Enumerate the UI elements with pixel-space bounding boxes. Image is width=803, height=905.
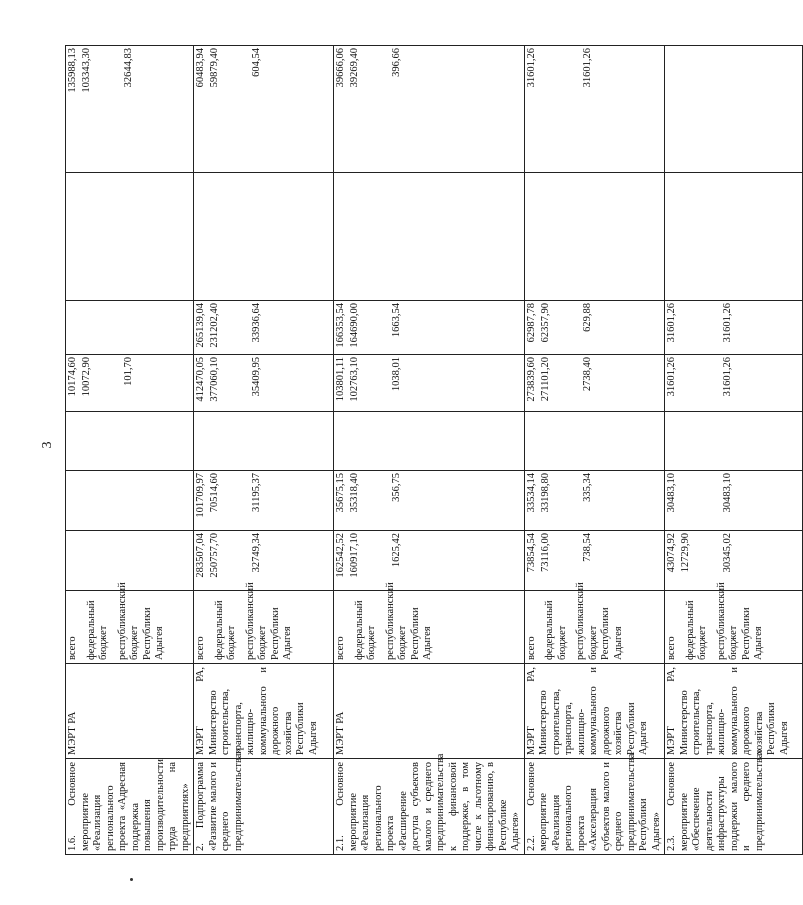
value-amount xyxy=(335,414,349,468)
value-cell xyxy=(524,173,665,301)
value-cell xyxy=(334,173,525,301)
value-amount: 2738,40 xyxy=(581,357,593,392)
funding-source-label: всего xyxy=(525,636,537,660)
executor-cell: МЭРТ РА, Министерство строительства, транспорта, жилищно-коммунального и дорожного хозяйства Республики Адыгея xyxy=(194,664,334,759)
scan-speck xyxy=(130,878,133,881)
value-amount: 166353,54 xyxy=(335,303,346,348)
value-amount xyxy=(666,48,680,171)
funding-source-cell xyxy=(524,582,665,664)
measure-name-cell: 2.2. Основное мероприятие «Реализация регионального проекта «Акселерация субъектов малого и среднего предпринимательства Республики Адыгея» xyxy=(524,759,665,855)
value-amount: 396,66 xyxy=(391,48,402,77)
value-amount xyxy=(209,176,251,299)
table-body xyxy=(66,46,803,855)
executor-cell: МЭРТ РА xyxy=(334,664,525,759)
value-amount: 39666,06 xyxy=(335,48,346,88)
value-amount xyxy=(526,176,540,299)
value-amount: 33198,80 xyxy=(539,473,551,513)
value-cell xyxy=(66,173,194,301)
value-amount xyxy=(540,414,582,468)
value-amount xyxy=(67,473,81,528)
value-amount xyxy=(680,357,722,409)
value-amount: 33534,14 xyxy=(525,473,537,513)
value-amount xyxy=(526,414,540,468)
measure-name-cell: 2. Подпрограмма «Развитие малого и среднего предпринимательства» xyxy=(194,759,334,855)
value-amount: 231202,40 xyxy=(209,303,220,348)
value-amount xyxy=(335,176,349,299)
value-amount: 73116,00 xyxy=(539,533,551,572)
funding-source-label: республиканский бюджет Республики Адыгея xyxy=(715,582,764,660)
value-amount: 102763,10 xyxy=(349,357,360,402)
value-amount: 250757,70 xyxy=(209,533,220,578)
value-amount: 273839,60 xyxy=(525,357,537,402)
value-cell xyxy=(665,471,803,531)
value-amount: 1625,42 xyxy=(391,533,402,568)
value-amount: 10072,90 xyxy=(81,357,92,397)
funding-source-label: федеральный бюджет xyxy=(85,600,109,660)
value-amount: 377060,10 xyxy=(209,357,220,402)
value-amount xyxy=(680,414,722,468)
value-amount: 162542,52 xyxy=(335,533,346,578)
table-row xyxy=(524,46,665,855)
value-cell xyxy=(66,412,194,471)
funding-source-label: республиканский бюджет Республики Адыгея xyxy=(244,582,293,660)
value-amount: 356,75 xyxy=(391,473,402,502)
value-amount: 43074,92 xyxy=(666,533,677,573)
value-amount: 62357,90 xyxy=(539,303,551,343)
funding-source-label: республиканский бюджет Республики Адыгея xyxy=(116,582,165,660)
value-amount: 283507,04 xyxy=(195,533,206,578)
value-amount: 35675,15 xyxy=(335,473,346,513)
value-cell xyxy=(194,173,334,301)
funding-source-cell xyxy=(194,582,334,664)
value-amount: 12729,90 xyxy=(680,533,691,573)
value-amount xyxy=(540,176,582,299)
value-amount xyxy=(81,473,123,528)
value-cell xyxy=(665,173,803,301)
value-cell xyxy=(66,355,194,412)
value-amount xyxy=(195,414,209,468)
value-amount: 30483,10 xyxy=(722,473,733,513)
value-cell xyxy=(665,46,803,174)
value-amount: 629,88 xyxy=(581,303,593,332)
value-amount: 101,70 xyxy=(123,357,134,386)
value-cell xyxy=(524,412,665,471)
table-row xyxy=(194,46,334,855)
value-cell xyxy=(334,531,525,591)
value-cell xyxy=(194,301,334,355)
value-amount xyxy=(195,176,209,299)
value-cell xyxy=(334,412,525,471)
value-amount: 31601,26 xyxy=(722,303,733,343)
table-row xyxy=(334,46,525,855)
value-amount: 31601,26 xyxy=(722,357,733,397)
value-amount: 30345,02 xyxy=(722,533,733,573)
value-cell xyxy=(194,531,334,591)
value-amount: 31601,26 xyxy=(525,48,537,88)
value-amount xyxy=(67,533,81,588)
funding-source-label: федеральный бюджет xyxy=(353,600,377,660)
value-amount xyxy=(349,176,391,299)
value-amount xyxy=(680,48,722,171)
value-amount: 335,34 xyxy=(581,473,593,502)
value-amount: 31601,26 xyxy=(666,357,677,397)
value-cell xyxy=(334,301,525,355)
value-amount: 31601,26 xyxy=(666,303,677,343)
value-amount: 135988,13 xyxy=(67,48,78,93)
value-amount: 103801,11 xyxy=(335,357,346,402)
value-amount: 1663,54 xyxy=(391,303,402,338)
funding-source-label: республиканский бюджет Республики Адыгея xyxy=(384,582,433,660)
value-amount xyxy=(680,473,722,528)
measure-name-cell: 2.3. Основное мероприятие «Обеспечение деятельности инфраструктуры поддержки малого и среднего предпринимательства» xyxy=(665,759,803,855)
value-amount xyxy=(67,176,81,299)
measure-name-cell: 2.1. Основное мероприятие «Реализация регионального проекта «Расширение доступа субъектов малого и среднего предпринимательства к финансовой поддержке, в том числе к льготному финансированию, в Республике Адыгея» xyxy=(334,759,525,855)
value-amount: 59879,40 xyxy=(209,48,220,88)
table-row xyxy=(66,46,194,855)
value-cell xyxy=(665,412,803,471)
value-amount: 35318,40 xyxy=(349,473,360,513)
value-amount xyxy=(540,48,582,171)
value-amount: 73854,54 xyxy=(525,533,537,573)
value-cell xyxy=(524,531,665,591)
funding-source-label: всего xyxy=(335,636,346,660)
value-amount xyxy=(349,414,391,468)
value-amount xyxy=(67,414,81,468)
value-cell xyxy=(524,355,665,412)
funding-source-cell xyxy=(665,582,803,664)
value-cell xyxy=(524,301,665,355)
value-cell xyxy=(194,412,334,471)
funding-source-cell xyxy=(334,582,525,664)
page-number: 3 xyxy=(40,441,55,449)
value-cell xyxy=(66,46,194,174)
value-amount: 31195,37 xyxy=(251,473,262,512)
table-row xyxy=(665,46,803,855)
value-amount: 160917,10 xyxy=(349,533,360,578)
value-amount: 70514,60 xyxy=(209,473,220,513)
value-amount xyxy=(81,303,123,352)
funding-source-label: федеральный бюджет xyxy=(684,600,708,660)
rotated-table-container xyxy=(65,45,790,855)
value-amount: 10174,60 xyxy=(67,357,78,397)
value-cell xyxy=(194,46,334,174)
value-amount: 101709,97 xyxy=(195,473,206,518)
value-cell xyxy=(66,471,194,531)
value-amount: 1038,01 xyxy=(391,357,402,392)
funding-source-label: всего xyxy=(666,636,677,660)
value-amount xyxy=(680,176,722,299)
value-cell xyxy=(665,531,803,591)
value-amount: 60483,94 xyxy=(195,48,206,88)
funding-source-label: всего xyxy=(67,636,78,660)
value-amount: 32644,83 xyxy=(123,48,134,88)
value-amount: 30483,10 xyxy=(666,473,677,513)
value-amount: 31601,26 xyxy=(581,48,593,88)
funding-source-cell xyxy=(66,582,194,664)
value-amount: 39269,40 xyxy=(349,48,360,88)
value-amount: 32749,34 xyxy=(251,533,262,573)
budget-table xyxy=(65,45,803,855)
value-cell xyxy=(665,301,803,355)
value-cell xyxy=(194,355,334,412)
executor-cell: МЭРТ РА, Министерство строительства, транспорта, жилищно-коммунального и дорожного хозяйства Республики Адыгея xyxy=(524,664,665,759)
value-amount xyxy=(666,414,680,468)
funding-source-label: федеральный бюджет xyxy=(544,600,568,660)
value-amount xyxy=(81,414,123,468)
value-cell xyxy=(524,471,665,531)
value-cell xyxy=(334,471,525,531)
value-amount xyxy=(81,176,123,299)
funding-source-label: федеральный бюджет xyxy=(213,600,237,660)
value-cell xyxy=(334,355,525,412)
value-amount: 103343,30 xyxy=(81,48,92,93)
funding-source-label: республиканский бюджет Республики Адыгея xyxy=(575,582,624,660)
value-amount: 271101,20 xyxy=(539,357,551,402)
value-amount: 738,54 xyxy=(581,533,593,562)
value-amount: 164690,00 xyxy=(349,303,360,348)
funding-source-label: всего xyxy=(195,636,206,660)
value-amount: 604,54 xyxy=(251,48,262,77)
value-amount: 412470,05 xyxy=(195,357,206,402)
value-cell xyxy=(665,355,803,412)
value-amount: 62987,78 xyxy=(525,303,537,343)
value-cell xyxy=(194,471,334,531)
value-amount: 265139,04 xyxy=(195,303,206,348)
value-cell xyxy=(334,46,525,174)
value-amount xyxy=(680,303,722,352)
value-cell xyxy=(66,531,194,591)
executor-cell: МЭРТ РА xyxy=(66,664,194,759)
value-amount xyxy=(666,176,680,299)
executor-cell: МЭРТ РА, Министерство строительства, транспорта, жилищно-коммунального и дорожного хозяйства Республики Адыгея xyxy=(665,664,803,759)
value-amount: 33936,64 xyxy=(251,303,262,343)
value-amount xyxy=(81,533,123,588)
value-cell xyxy=(66,301,194,355)
value-amount xyxy=(67,303,81,352)
value-amount: 35409,95 xyxy=(251,357,262,397)
value-amount xyxy=(209,414,251,468)
measure-name-cell: 1.6. Основное мероприятие «Реализация регионального проекта «Адресная поддержка повышения производительности труда на предприятиях» xyxy=(66,759,194,855)
value-cell xyxy=(524,46,665,174)
